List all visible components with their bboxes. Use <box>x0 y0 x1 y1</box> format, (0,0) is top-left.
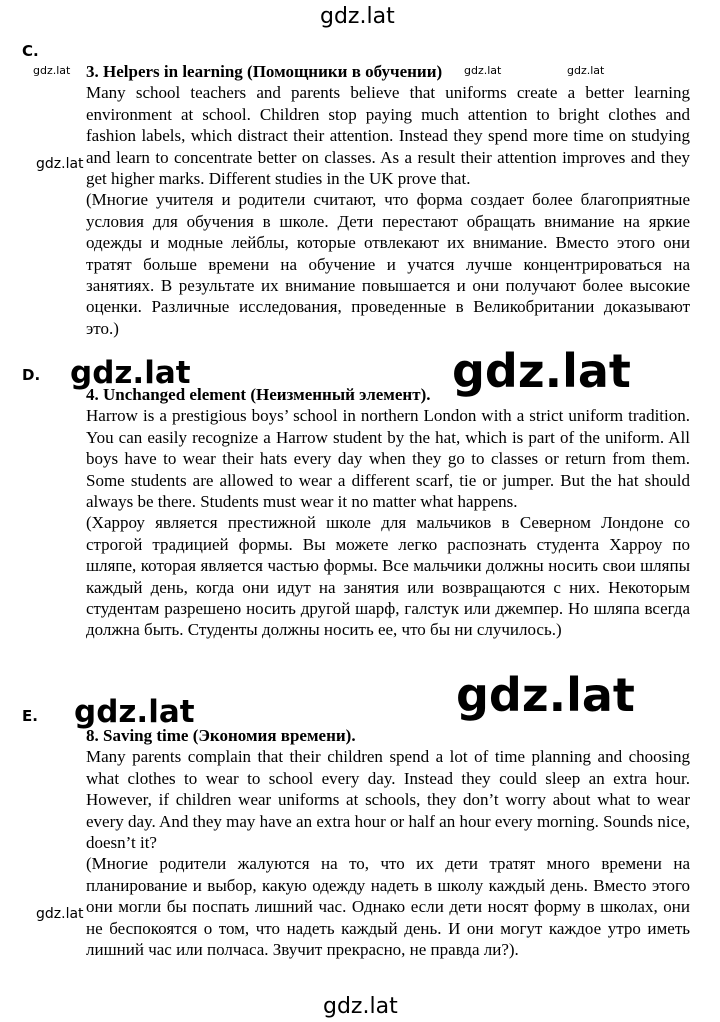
section-d <box>86 384 690 641</box>
watermark-top: gdz.lat <box>320 4 395 29</box>
russian-text: (Многие учителя и родители считают, что форма создает более благоприятные условия для обучения в школе. Дети перестают обращать внимание на яркие одежды и модные лейблы, которые отвлекают их внимание. Вместо этого они тратят больше времени на обучение и учатся лучше концентрироваться на занятиях. В результате их внимание повышается и они получают более высокие оценки. Различные исследования, проведенные в Великобритании доказывают это.) <box>86 190 690 338</box>
section-marker: C. <box>22 42 39 60</box>
watermark-small: gdz.lat <box>36 156 84 172</box>
watermark-small: gdz.lat <box>36 906 84 922</box>
english-text: Harrow is a prestigious boys’ school in northern London with a strict uniform tradition. You can easily recognize a Harrow student by the hat, which is part of the uniform. All boys have to wear their hats every day when they go to classes or return from them. Some students are allowed to wear a different scarf, tie or jumper. But the hat should always be there. Students must wear it no matter what happens. <box>86 406 690 512</box>
watermark-large: gdz.lat <box>456 668 635 722</box>
english-text: Many school teachers and parents believe that uniforms create a better learning environment at school. Children stop paying much attention to bright clothes and fashion labels, which distract their attention. Instead they spend more time on studying and learn to concentrate better on classes. As a result their attention improves and they get higher marks. Different studies in the UK prove that. <box>86 83 690 189</box>
watermark-medium: gdz.lat <box>74 694 195 730</box>
russian-text: (Многие родители жалуются на то, что их дети тратят много времени на планирование и выбор, какую одежду надеть в школу каждый день. Вместо этого они могли бы поспать лишний час. Однако если дети носят форму в школах, они не беспокоятся о том, что надеть каждый день. И они могут каждое утро иметь лишний час или полчаса. Звучит прекрасно, не правда ли?). <box>86 854 690 960</box>
section-marker: D. <box>22 366 41 384</box>
section-e <box>86 725 690 960</box>
watermark-tiny: gdz.lat <box>33 64 71 77</box>
watermark-medium: gdz.lat <box>70 355 191 391</box>
section-heading: 3. Helpers in learning (Помощники в обучении) <box>86 62 443 81</box>
section-marker: E. <box>22 707 38 725</box>
russian-text: (Харроу является престижной школе для мальчиков в Северном Лондоне со строгой традицией формы. Вы можете легко распознать студента Харроу по шляпе, которая является частью формы. Все мальчики должны носить свои шляпы каждый день, когда они идут на занятия или возвращаются с них. Некоторым студентам разрешено носить другой шарф, галстук или джемпер. Но шляпа всегда должна быть. Студенты должны носить ее, что бы ни случилось.) <box>86 513 690 640</box>
english-text: Many parents complain that their children spend a lot of time planning and choosing what clothes to wear to school every day. Instead they could sleep an extra hour. However, if children wear uniforms at schools, they don’t worry about what to wear every day. And they may have an extra hour or half an hour every morning. Sounds nice, doesn’t it? <box>86 747 690 853</box>
section-heading: 8. Saving time (Экономия времени). <box>86 726 356 745</box>
watermark-tiny: gdz.lat <box>567 64 605 77</box>
watermark-bottom: gdz.lat <box>323 994 398 1019</box>
watermark-large: gdz.lat <box>452 344 631 398</box>
section-c <box>86 61 690 339</box>
watermark-tiny: gdz.lat <box>464 64 502 77</box>
section-heading: 4. Unchanged element (Неизменный элемент). <box>86 385 431 404</box>
